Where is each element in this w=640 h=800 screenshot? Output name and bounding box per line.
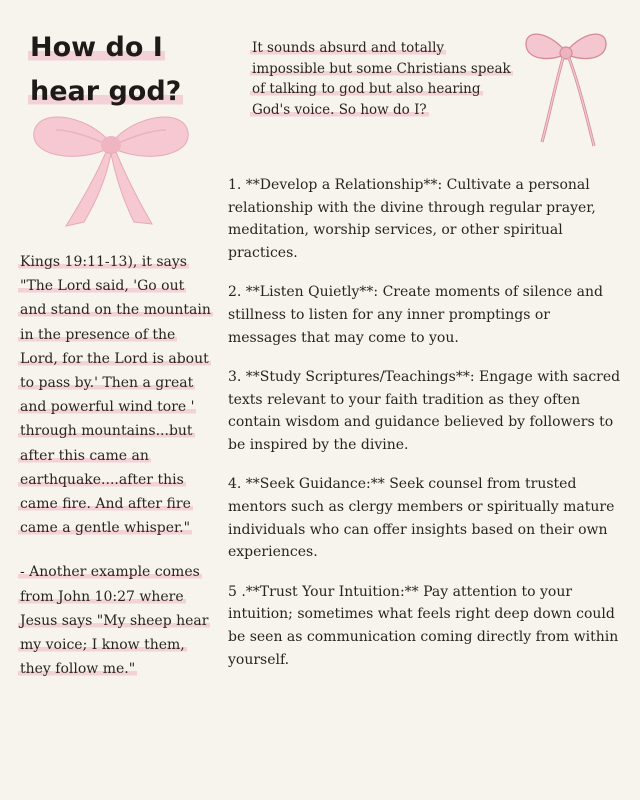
page-title-text: How do I hear god? xyxy=(30,32,182,107)
scripture-paragraph-kings xyxy=(18,250,213,540)
bow-icon xyxy=(26,108,196,233)
page-title xyxy=(28,26,228,114)
step-item-5: 5 .**Trust Your Intuition:** Pay attention to your intuition; sometimes what feels right deep down could be seen as communication coming directly from within yourself. xyxy=(228,583,619,668)
bow-left xyxy=(26,108,196,233)
step-item-3: 3. **Study Scriptures/Teachings**: Engage with sacred texts relevant to your faith tradition as they often contain wisdom and guidance believed by followers to be inspired by the divine. xyxy=(228,368,621,454)
bow-icon xyxy=(520,22,612,154)
step-item-2: 2. **Listen Quietly**: Create moments of silence and stillness to listen for any inner promptings or messages that may come to you. xyxy=(228,284,603,346)
step-item-4: 4. **Seek Guidance:** Seek counsel from trusted mentors such as clergy members or spiritually mature individuals who can offer insights based on their own experiences. xyxy=(228,476,615,561)
scripture-column xyxy=(18,250,213,701)
bow-top-right xyxy=(520,22,612,154)
scripture-paragraph-john xyxy=(18,560,213,681)
scripture-kings-text: Kings 19:11-13), it says "The Lord said, 'Go out and stand on the mountain in the presence of the Lord, for the Lord is about to pass by.' Then a great and powerful wind tore ' through mountains...but after this came an earthquake....after this came fire. And after fire came a gentle whisper." xyxy=(20,254,211,537)
step-item-1: 1. **Develop a Relationship**: Cultivate a personal relationship with the divine through regular prayer, meditation, worship services, or other spiritual practices. xyxy=(228,177,596,262)
scripture-john-text: - Another example comes from John 10:27 where Jesus says "My sheep hear my voice; I know them, they follow me." xyxy=(20,564,209,678)
intro-text xyxy=(250,38,520,120)
intro-text-highlight: It sounds absurd and totally impossible but some Christians speak of talking to god but also hearing God's voice. So how do I? xyxy=(252,40,511,118)
steps-list xyxy=(228,174,623,688)
